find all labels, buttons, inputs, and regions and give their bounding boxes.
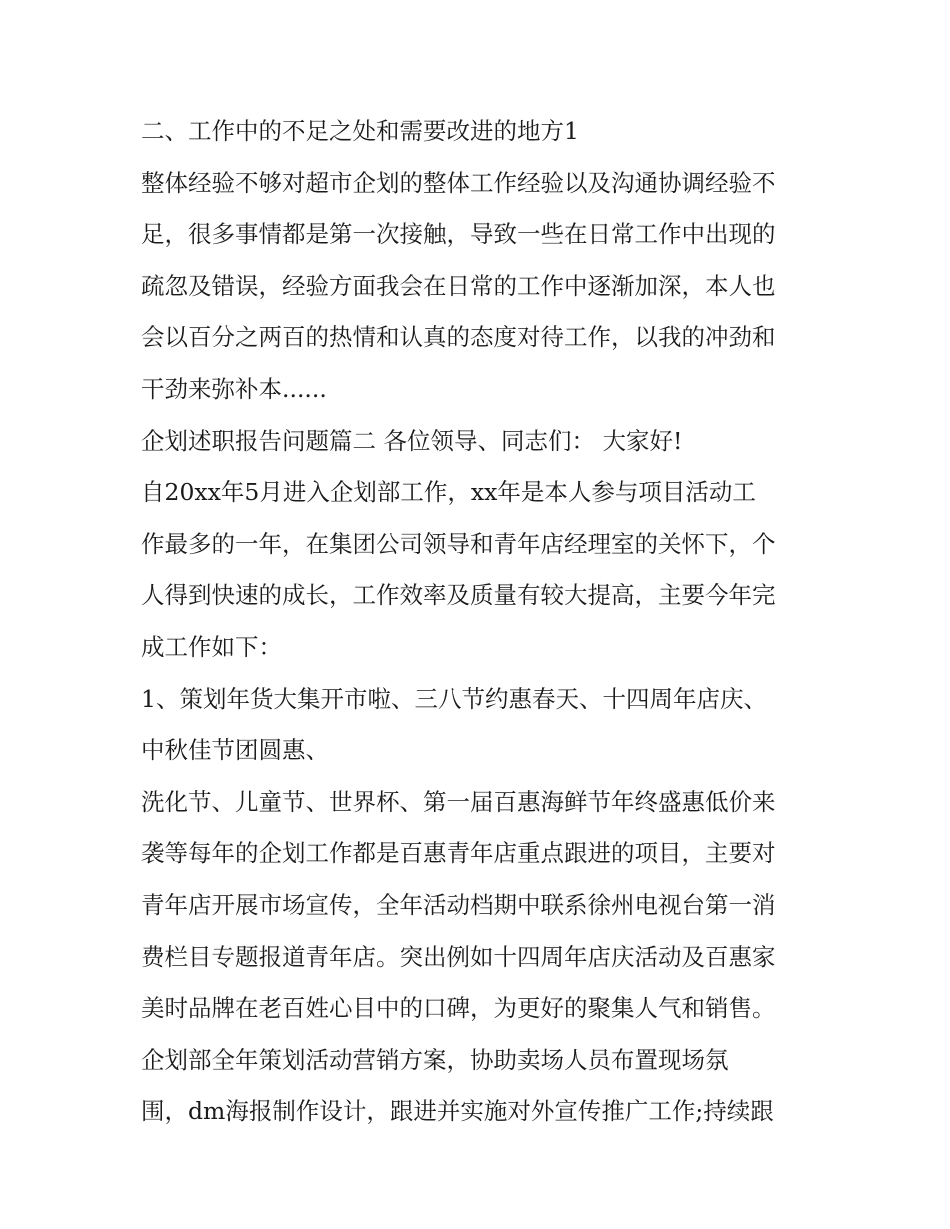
paragraph-line: 会以百分之两百的热情和认真的态度对待工作，以我的冲劲和 [141,323,776,352]
paragraph-line: 洗化节、儿童节、世界杯、第一届百惠海鲜节年终盛惠低价来 [141,787,776,816]
paragraph-line: 人得到快速的成长，工作效率及质量有较大提高，主要今年完 [141,581,776,610]
paragraph-line: 自20xx年5月进入企划部工作，xx年是本人参与项目活动工 [141,478,756,507]
paragraph-line: 干劲来弥补本...... [141,374,327,403]
paragraph-line: 疏忽及错误，经验方面我会在日常的工作中逐渐加深，本人也 [141,271,776,300]
list-item-line: 1、策划年货大集开市啦、三八节约惠春天、十四周年店庆、 [141,684,767,713]
paragraph-line: 袭等每年的企划工作都是百惠青年店重点跟进的项目，主要对 [141,839,776,868]
paragraph-line: 围，dm海报制作设计，跟进并实施对外宣传推广工作;持续跟 [141,1097,774,1126]
document-body [141,106,821,1138]
paragraph-line: 企划部全年策划活动营销方案，协助卖场人员布置现场氛 [141,1045,729,1074]
paragraph-line: 整体经验不够对超市企划的整体工作经验以及沟通协调经验不 [141,168,776,197]
paragraph-line: 足，很多事情都是第一次接触，导致一些在日常工作中出现的 [141,220,776,249]
paragraph-line: 费栏目专题报道青年店。突出例如十四周年店庆活动及百惠家 [141,942,776,971]
paragraph-line: 美时品牌在老百姓心目中的口碑，为更好的聚集人气和销售。 [141,994,776,1023]
paragraph-line: 青年店开展市场宣传，全年活动档期中联系徐州电视台第一消 [141,890,776,919]
report-title-line: 企划述职报告问题篇二 各位领导、同志们： 大家好! [141,426,683,455]
list-item-line: 中秋佳节团圆惠、 [141,736,329,765]
paragraph-line: 成工作如下： [141,632,282,661]
paragraph-line: 作最多的一年，在集团公司领导和青年店经理室的关怀下，个 [141,529,776,558]
section-heading: 二、工作中的不足之处和需要改进的地方1 [141,117,579,145]
